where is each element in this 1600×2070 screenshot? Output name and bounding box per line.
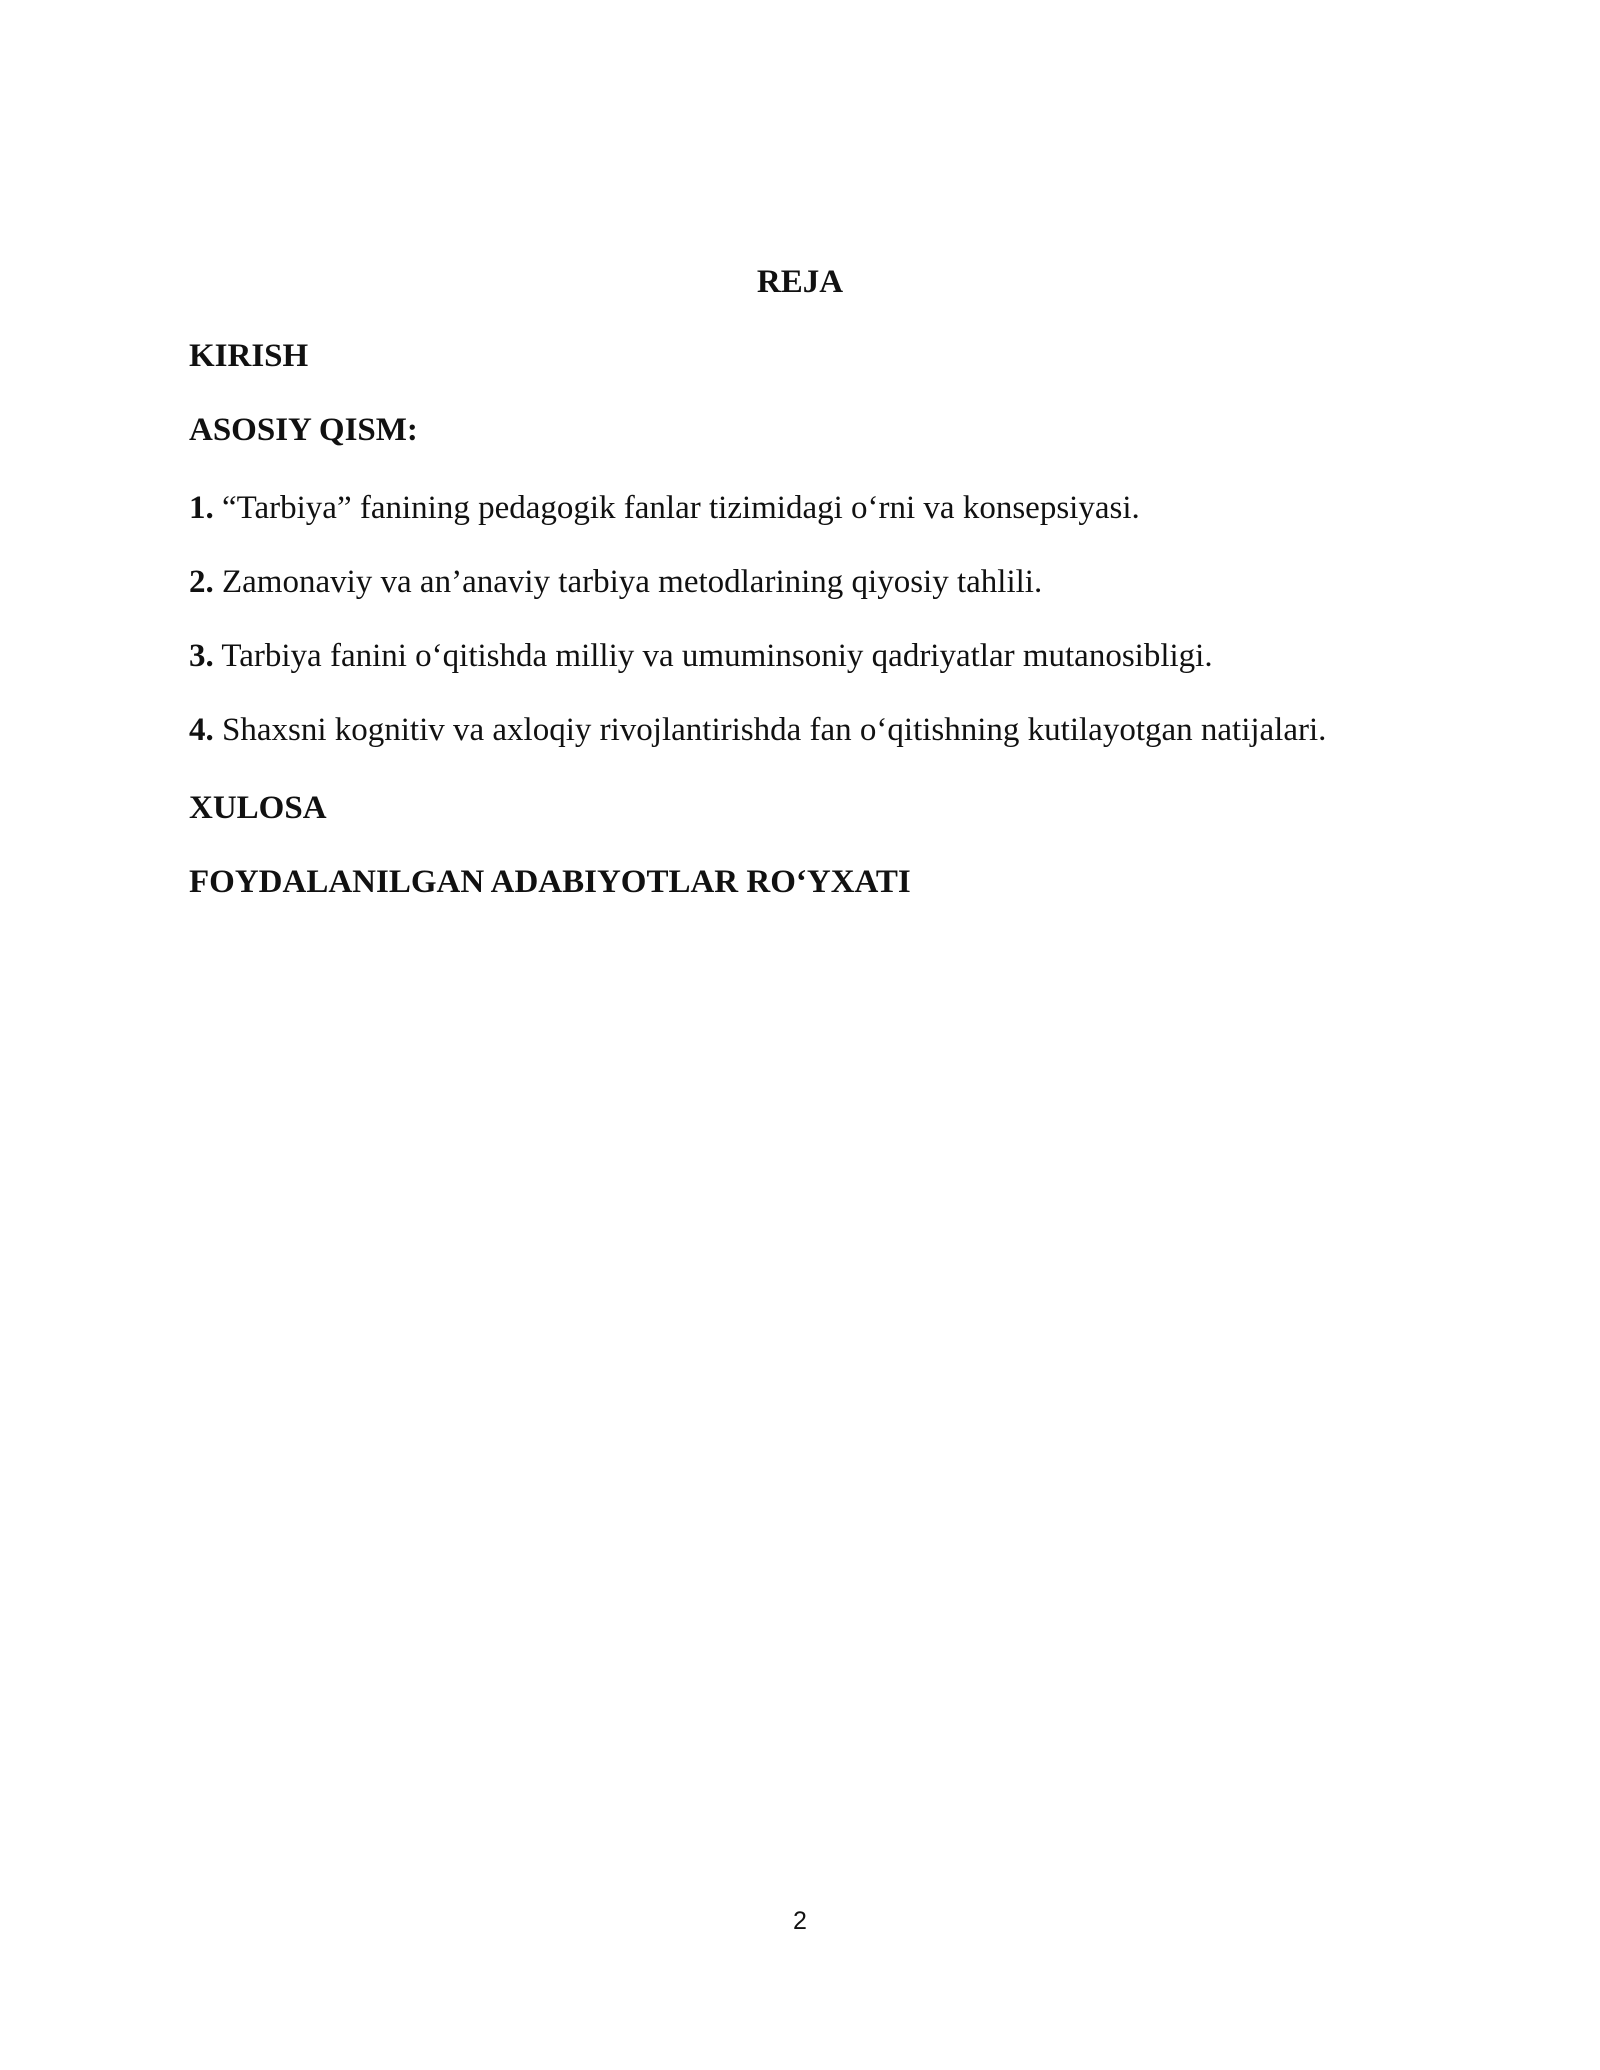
plan-item-number: 2. bbox=[189, 564, 214, 600]
plan-item-2 bbox=[189, 558, 1349, 606]
section-heading-references: FOYDALANILGAN ADABIYOTLAR RO‘YXATI bbox=[189, 864, 911, 900]
page-number: 2 bbox=[793, 1907, 807, 1935]
plan-item-text: Shaxsni kognitiv va axloqiy rivojlantirishda fan o‘qitishning kutilayotgan natijalari. bbox=[213, 712, 1327, 748]
plan-item-4 bbox=[189, 706, 1349, 754]
plan-item-text: “Tarbiya” fanining pedagogik fanlar tizimidagi o‘rni va konsepsiyasi. bbox=[213, 490, 1140, 526]
page-title: REJA bbox=[756, 264, 844, 300]
plan-item-1 bbox=[189, 484, 1349, 532]
section-heading-main-part: ASOSIY QISM: bbox=[189, 412, 418, 448]
plan-item-number: 4. bbox=[189, 712, 214, 748]
plan-item-number: 1. bbox=[189, 490, 214, 526]
section-heading-conclusion: XULOSA bbox=[189, 790, 327, 826]
section-heading-intro: KIRISH bbox=[189, 338, 309, 374]
plan-item-text: Tarbiya fanini o‘qitishda milliy va umuminsoniy qadriyatlar mutanosibligi. bbox=[213, 638, 1213, 674]
plan-item-3 bbox=[189, 632, 1349, 680]
plan-content bbox=[189, 336, 1349, 936]
plan-item-text: Zamonaviy va an’anaviy tarbiya metodlarining qiyosiy tahlili. bbox=[213, 564, 1043, 600]
plan-item-number: 3. bbox=[189, 638, 214, 674]
